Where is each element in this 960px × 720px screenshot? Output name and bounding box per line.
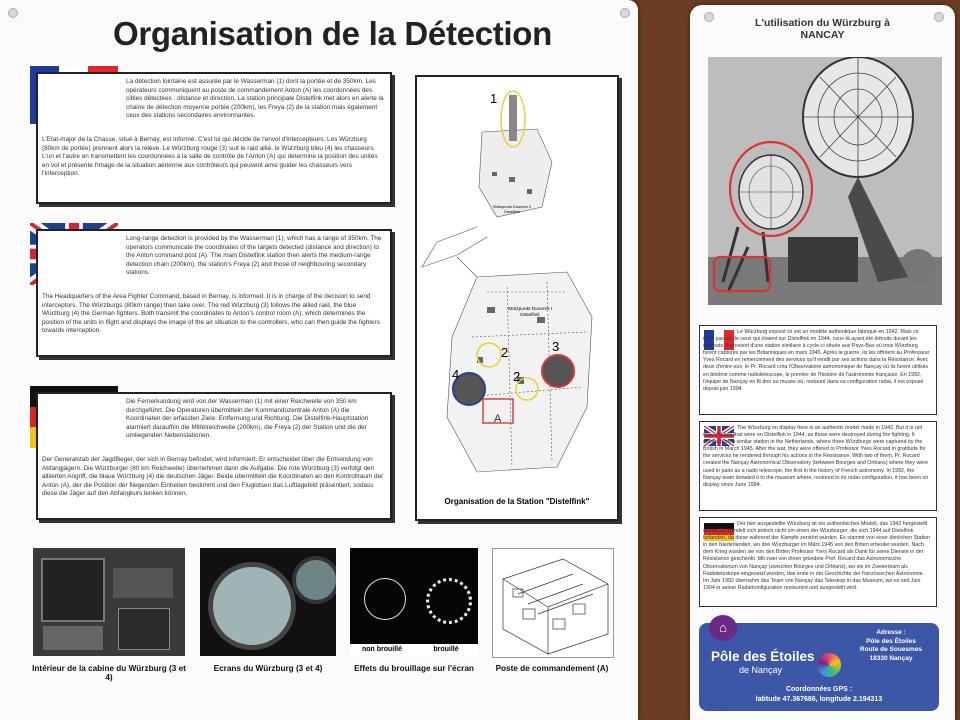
map-marker-3: 3 <box>552 339 560 354</box>
map-marker-A: A <box>494 413 502 425</box>
address-block <box>844 629 938 663</box>
label-jammed: brouillé <box>414 644 478 656</box>
map-marker-2b: 2 <box>513 369 521 384</box>
screw <box>620 8 630 18</box>
gps-label: Coordonnées GPS : <box>785 686 853 693</box>
photo-wurzburg-screens <box>200 548 336 656</box>
wasserman-tower <box>509 95 517 141</box>
photo-jamming-effects <box>350 548 478 656</box>
map-marker-4: 4 <box>452 367 460 382</box>
station-map-box <box>415 75 619 521</box>
address-line: 18330 Nançay <box>869 654 913 662</box>
right-german-box <box>699 517 937 607</box>
german-intro: Die Fernerkundung wird von der Wasserman (1) mit einer Reichweite von 350 km durchgeführt. Die Operatoren übermitteln der Kommandozentrale Anton (A) die Koordinaten der erfassten Ziele: Entfernung und Richtung. Die Distelfink-Hauptstation alarmiert daraufhin die Mittelreichweite (200km), die Freya (2) der Station und die der umliegenden Nebenstationen. <box>126 398 369 440</box>
english-intro: Long-range detection is provided by the Wasserman (1), which has a range of 350km. The operators communicate the coordinates of the targets detected (distance and direction) to the Anton command post (A). The main Distelfink station then alerts the medium-range detection chain (200km), the station's Freya (2) and those of neighbouring secondary stations. <box>126 235 382 277</box>
photo-wurzburg-antenna <box>708 57 942 305</box>
address-line: Route de Souesmes <box>859 646 923 654</box>
caption-command-post: Poste de commandement (A) <box>495 664 609 673</box>
right-title-line1: L'utilisation du Würzburg à <box>755 17 890 29</box>
logo-name-line2: de Nançay <box>739 665 783 675</box>
caption-cabin: Intérieur de la cabine du Würzburg (3 et 4) <box>32 664 186 682</box>
map-marker-2a: 2 <box>501 345 509 360</box>
label-not-jammed: non brouillé <box>350 644 414 656</box>
english-body: The Headquarters of the Area Fighter Command, based in Bernay, is informed. It is in charge of the decision to send interceptors. The Würzburgs (80km range) then take over. The red Würzburg (3) follows the allied raid, the blue Würzburg (4) the German fighters. Both transmit the coordinates to Anton's control room (A), which determines the position of the units in flight and displays the image of the air situation to the controllers, who can then guide the fighters towards interception. <box>42 293 380 335</box>
right-french-text: Le Würzburg exposé ici est un modèle authentique fabriqué en 1942. Mais ce n'est pas un de ceux qui étaient sur Distelfink en 1944, ceux-là ayant été détruits durant les combats. Il provient d'une station similaire à cycle-ci située aux Pays-Bas où trois Würzburg furent capturés par les Britanniques en mars 1945. Après la guerre, ils les offrirent au Professeur Yves Rocard en remerciement des services qu'il rendit par ses actions dans la Résistance. Avec deux d'entre eux, le Pr. Rocard créa l'Observatoire astronomique de Nançay où ils furent utilisés en binôme comme radiotelescope, le premier de l'histoire de l'astronomie française. En 1992, l'équipe de Nançay en fit don au musée où, restauré dans sa configuration radar, il est exposé depuis juin 1994. <box>703 329 930 392</box>
right-english-box <box>699 421 937 511</box>
contact-footer <box>699 620 939 711</box>
right-english-text: The Würzburg on display here is an authentic model made in 1942. But it is not one of those that were on Distelfink in 1944, as those were destroyed during the fighting. It comes from a similar station in the Netherlands, where three Würzburgs were captured by the British in March 1945. After the war, they were offered to Professor Yves Rocard in gratitude for the services he rendered through his actions in the Resistance. With two of them, Pr. Rocard created the Nançay Astronomical Observatory (between Bourges and Orléans) where they were used in pairs as a radio telescope, the first in the history of French astronomy. In 1992, the Nançay team donated it to the museum where, restored to its radar configuration, it has been on display since June 1994. <box>703 425 929 488</box>
right-info-panel <box>690 5 955 720</box>
caption-screens: Ecrans du Würzburg (3 et 4) <box>213 664 323 673</box>
french-text-box <box>36 72 392 204</box>
right-french-box <box>699 325 937 415</box>
photo-command-post <box>492 548 614 658</box>
right-german-text: Der hier ausgestellte Würzburg ist ein authentisches Modell, das 1942 hergestellt wurde. Es handelt sich jedoch nicht um einen der Würzburger, die sich 1944 auf Distelfink befanden, da diese während der Kämpfe zerstört wurden. Es stammt von einer ähnlichen Station in den Niederlanden, wo drei Würzburger im März 1945 von den Briten erbeutet wurden. Nach dem Krieg wurden sie von den Briten Professor Yves Rocard als Dank für seine Dienste in der Résistance geschenkt. Mit zwei von ihnen gründete Prof. Rocard das Astronomische Observatorium von Nançay (zwischen Bourges und Orléans), wo sie im Zweierteam als Radioteleskope eingesetzt wurden, das erste in der Geschichte der französischen Astronomie. Im Jahr 1992 übernahm das Team von Nançay das Teleskop in das Museum, wo es seit Juni 1994 in seiner Radarkonfiguration restauriert und ausgestellt wird. <box>703 521 931 591</box>
address-line: Pôle des Étoiles <box>866 637 916 645</box>
french-intro: La détection lointaine est assurée par le Wasserman (1) dont la portée et de 350km. Les opérateurs communiquent au poste de commandement Anton (A) les coordonnées des cibles détectées : distance et direction. La station principale Distelfink met alors en alerte la chaine de détection moyenne portée (200km), les Freya (2) de la station mais également ceux des stations secondaires environnantes. <box>126 78 384 120</box>
french-body: L'Etat-major de la Chasse, situé à Bernay, est informé. C'est lui qui décide de l'envoi d'intercepteurs. Les Würzburg (80km de portée) prennent alors la relève. Le Würzburg rouge (3) suit le raid allié, le Würzburg bleu (4) les chasseurs. L'un et l'autre en transmettent les coordonnées à la salle de contrôle de l'Anton (A) qui détermine la position des unités en vol et présente l'image de la situation aérienne aux contrôleurs qui peuvent ainsi guider les chasseurs vers l'interception. <box>42 136 378 178</box>
photo-cabin-interior <box>33 548 185 656</box>
english-text-box <box>36 229 392 357</box>
german-body: Der Generalstab der Jagdflieger, der sich in Bernay befindet, wird informiert. Er entscheidet über die Entsendung von Abfangjägern. Die Würzburger (80 km Reichweite) übernehmen dann die Aufgabe. Die rote Würzburg (3) verfolgt den alliierten Angriff, die blaue Würzburg (4) die deutschen Jäger. Beide übermitteln die Koordinaten an den Kontrollraum der Anton (A), der die Position der fliegenden Einheiten bestimmt und den Fluglotsen das Luftlagebild präsentiert, sodass diese die Jäger auf den Abfangkurs lenken können. <box>42 456 384 498</box>
caption-jamming: Effets du brouillage sur l'écran <box>354 664 474 673</box>
station-map <box>417 77 617 497</box>
german-text-box <box>36 392 392 520</box>
panel-title: Organisation de la Détection <box>113 15 553 52</box>
station-label-top: Stützpunkt Douvres 2 Distelfink <box>492 204 532 214</box>
logo-ball-icon <box>817 653 841 677</box>
right-title-line2: NANCAY <box>800 29 845 41</box>
address-label: Adresse : <box>876 629 906 636</box>
screw <box>8 8 18 18</box>
museum-icon: ⌂ <box>709 615 737 641</box>
gps-value: latitude 47.367686, longitude 2.194313 <box>755 696 883 703</box>
map-marker-1: 1 <box>490 91 498 106</box>
station-label-main: Stützpunkt Douvres I Distelfink <box>507 307 553 318</box>
map-caption: Organisation de la Station "Distelfink" <box>444 497 590 506</box>
logo-name-line1: Pôle des Étoiles <box>711 649 815 664</box>
